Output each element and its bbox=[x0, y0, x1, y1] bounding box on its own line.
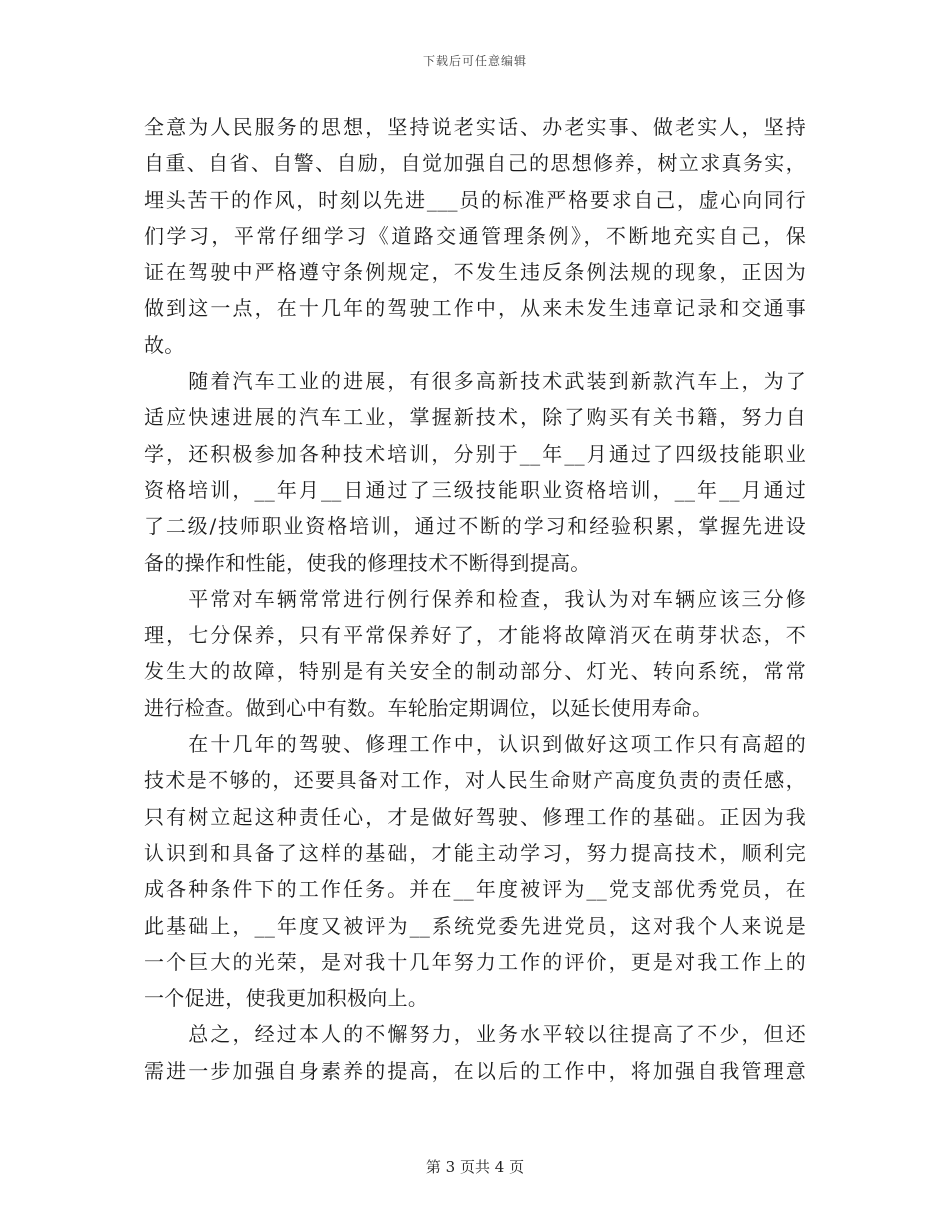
text-line: 故。 bbox=[144, 332, 185, 357]
text-line: 一个促进，使我更加积极向上。 bbox=[144, 986, 429, 1011]
text-line: 随着汽车工业的进展，有很多高新技术武装到新款汽车上，为了 bbox=[144, 369, 806, 394]
text-line: 备的操作和性能，使我的修理技术不断得到提高。 bbox=[144, 550, 591, 575]
text-line: 只有树立起这种责任心，才是做好驾驶、修理工作的基础。正因为我 bbox=[144, 804, 806, 829]
paragraph bbox=[144, 726, 806, 1016]
text-line: 进行检查。做到心中有数。车轮胎定期调位，以延长使用寿命。 bbox=[144, 695, 713, 720]
text-line: 理，七分保养，只有平常保养好了，才能将故障消灭在萌芽状态，不 bbox=[144, 623, 806, 648]
text-line: 了二级/技师职业资格培训，通过不断的学习和经验积累，掌握先进设 bbox=[144, 514, 806, 539]
text-line: 自重、自省、自警、自励，自觉加强自己的思想修养，树立求真务实， bbox=[144, 151, 806, 176]
text-line: 技术是不够的，还要具备对工作，对人民生命财产高度负责的责任感， bbox=[144, 768, 806, 793]
text-line: 平常对车辆常常进行例行保养和检查，我认为对车辆应该三分修 bbox=[144, 586, 806, 611]
paragraph bbox=[144, 1016, 806, 1089]
text-line: 证在驾驶中严格遵守条例规定，不发生违反条例法规的现象，正因为 bbox=[144, 260, 806, 285]
page-number: 第 3 页共 4 页 bbox=[425, 1158, 525, 1176]
text-line: 一个巨大的光荣，是对我十几年努力工作的评价，更是对我工作上的 bbox=[144, 949, 806, 974]
text-line: 资格培训，__年月__日通过了三级技能职业资格培训，__年__月通过 bbox=[144, 477, 806, 502]
text-line: 全意为人民服务的思想，坚持说老实话、办老实事、做老实人，坚持 bbox=[144, 115, 806, 139]
paragraph bbox=[144, 363, 806, 581]
text-line: 此基础上，__年度又被评为__系统党委先进党员，这对我个人来说是 bbox=[144, 913, 806, 938]
text-line: 成各种条件下的工作任务。并在__年度被评为__党支部优秀党员，在 bbox=[144, 877, 806, 902]
text-line: 需进一步加强自身素养的提高，在以后的工作中，将加强自我管理意 bbox=[144, 1058, 806, 1083]
text-line: 认识到和具备了这样的基础，才能主动学习，努力提高技术，顺利完 bbox=[144, 840, 806, 865]
text-line: 发生大的故障，特别是有关安全的制动部分、灯光、转向系统，常常 bbox=[144, 659, 806, 684]
document-body bbox=[144, 109, 806, 1089]
text-line: 们学习，平常仔细学习《道路交通管理条例》，不断地充实自己，保 bbox=[144, 223, 806, 248]
text-line: 学，还积极参加各种技术培训，分别于__年__月通过了四级技能职业 bbox=[144, 441, 806, 466]
paragraph bbox=[144, 581, 806, 726]
text-line: 在十几年的驾驶、修理工作中，认识到做好这项工作只有高超的 bbox=[144, 732, 806, 757]
text-line: 总之，经过本人的不懈努力，业务水平较以往提高了不少，但还 bbox=[144, 1022, 806, 1047]
text-line: 做到这一点，在十几年的驾驶工作中，从来未发生违章记录和交通事 bbox=[144, 296, 806, 321]
paragraph bbox=[144, 109, 806, 363]
page-header-note: 下载后可任意编辑 bbox=[422, 54, 527, 68]
text-line: 适应快速进展的汽车工业，掌握新技术，除了购买有关书籍，努力自 bbox=[144, 405, 806, 430]
text-line: 埋头苦干的作风，时刻以先进___员的标准严格要求自己，虚心向同行 bbox=[144, 187, 806, 212]
